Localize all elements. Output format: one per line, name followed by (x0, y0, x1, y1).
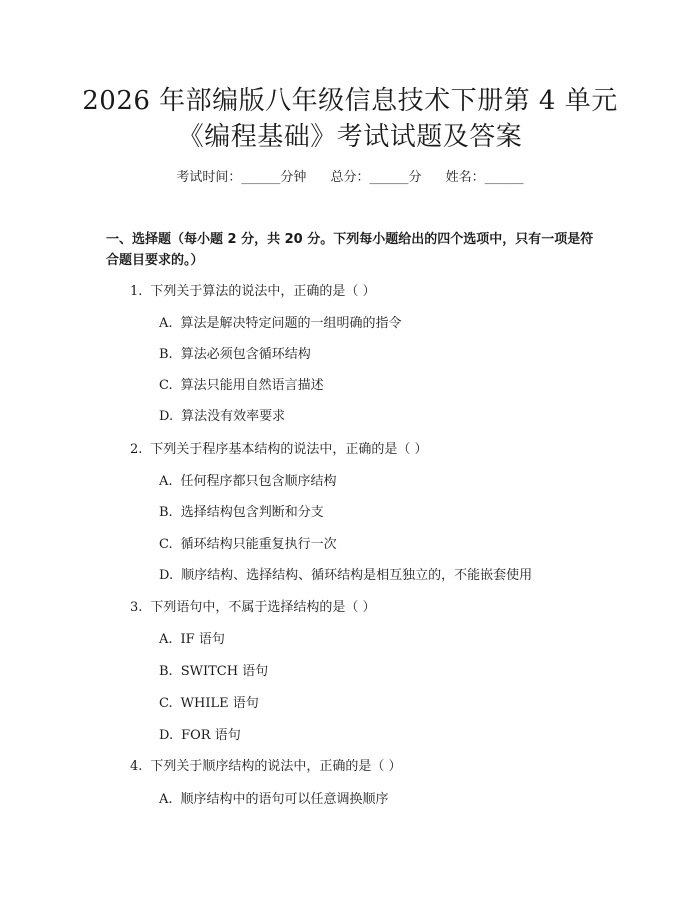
option-label: A. (159, 792, 173, 807)
option-text: 顺序结构、选择结构、循环结构是相互独立的，不能嵌套使用 (181, 568, 533, 583)
option-label: B. (159, 505, 173, 520)
question-1-option-a (159, 314, 402, 334)
option-text: IF 语句 (180, 632, 225, 647)
question-2-option-b (159, 503, 324, 523)
question-text: 下列关于顺序结构的说法中，正确的是（ ） (150, 759, 402, 774)
option-label: C. (159, 537, 173, 552)
option-text: 顺序结构中的语句可以任意调换顺序 (180, 792, 389, 807)
exam-meta-row (0, 168, 700, 188)
question-number: 2. (130, 442, 143, 457)
option-text: SWITCH 语句 (180, 664, 269, 679)
question-1 (130, 282, 376, 302)
question-2-option-d (159, 566, 532, 586)
option-text: WHILE 语句 (180, 696, 259, 711)
question-text: 下列语句中，不属于选择结构的是（ ） (150, 600, 376, 615)
question-1-option-b (159, 345, 311, 365)
option-text: 任何程序都只包含顺序结构 (180, 474, 337, 489)
question-3-option-d (159, 726, 241, 746)
question-3-option-c (159, 694, 259, 714)
option-text: 算法是解决特定问题的一组明确的指令 (180, 316, 402, 331)
option-text: 算法只能用自然语言描述 (180, 378, 324, 393)
option-label: D. (159, 728, 174, 743)
option-text: 算法必须包含循环结构 (180, 347, 311, 362)
question-text: 下列关于程序基本结构的说法中，正确的是（ ） (150, 442, 428, 457)
option-label: D. (159, 568, 174, 583)
question-3-option-b (159, 662, 268, 682)
question-text: 下列关于算法的说法中，正确的是（ ） (150, 284, 376, 299)
student-name-field: 姓名：______ (445, 170, 524, 185)
option-label: A. (159, 474, 173, 489)
question-number: 4. (130, 759, 143, 774)
option-label: C. (159, 696, 173, 711)
option-label: A. (159, 316, 173, 331)
option-text: 算法没有效率要求 (181, 409, 286, 424)
option-label: B. (159, 347, 173, 362)
question-number: 3. (130, 600, 143, 615)
total-score-field: 总分：______分 (330, 170, 422, 185)
question-3 (130, 598, 376, 618)
exam-time-field: 考试时间：______分钟 (176, 170, 307, 185)
option-label: A. (159, 632, 173, 647)
exam-title-line-2: 《编程基础》考试试题及答案 (177, 122, 523, 152)
question-1-option-d (159, 407, 285, 427)
question-1-option-c (159, 376, 324, 396)
question-number: 1. (130, 284, 143, 299)
option-text: 循环结构只能重复执行一次 (180, 537, 337, 552)
option-text: FOR 语句 (181, 728, 241, 743)
question-3-option-a (159, 630, 225, 650)
option-label: D. (159, 409, 174, 424)
option-label: C. (159, 378, 173, 393)
question-2-option-a (159, 472, 337, 492)
option-label: B. (159, 664, 173, 679)
exam-title-line-1: 2026 年部编版八年级信息技术下册第 4 单元 (82, 86, 618, 116)
question-2 (130, 440, 428, 460)
section-heading-choice: 一、选择题（每小题 2 分，共 20 分。下列每小题给出的四个选项中，只有一项是符合题目要求的。） (106, 232, 594, 268)
option-text: 选择结构包含判断和分支 (180, 505, 324, 520)
question-4 (130, 757, 402, 777)
question-2-option-c (159, 535, 337, 555)
question-4-option-a (159, 790, 389, 810)
